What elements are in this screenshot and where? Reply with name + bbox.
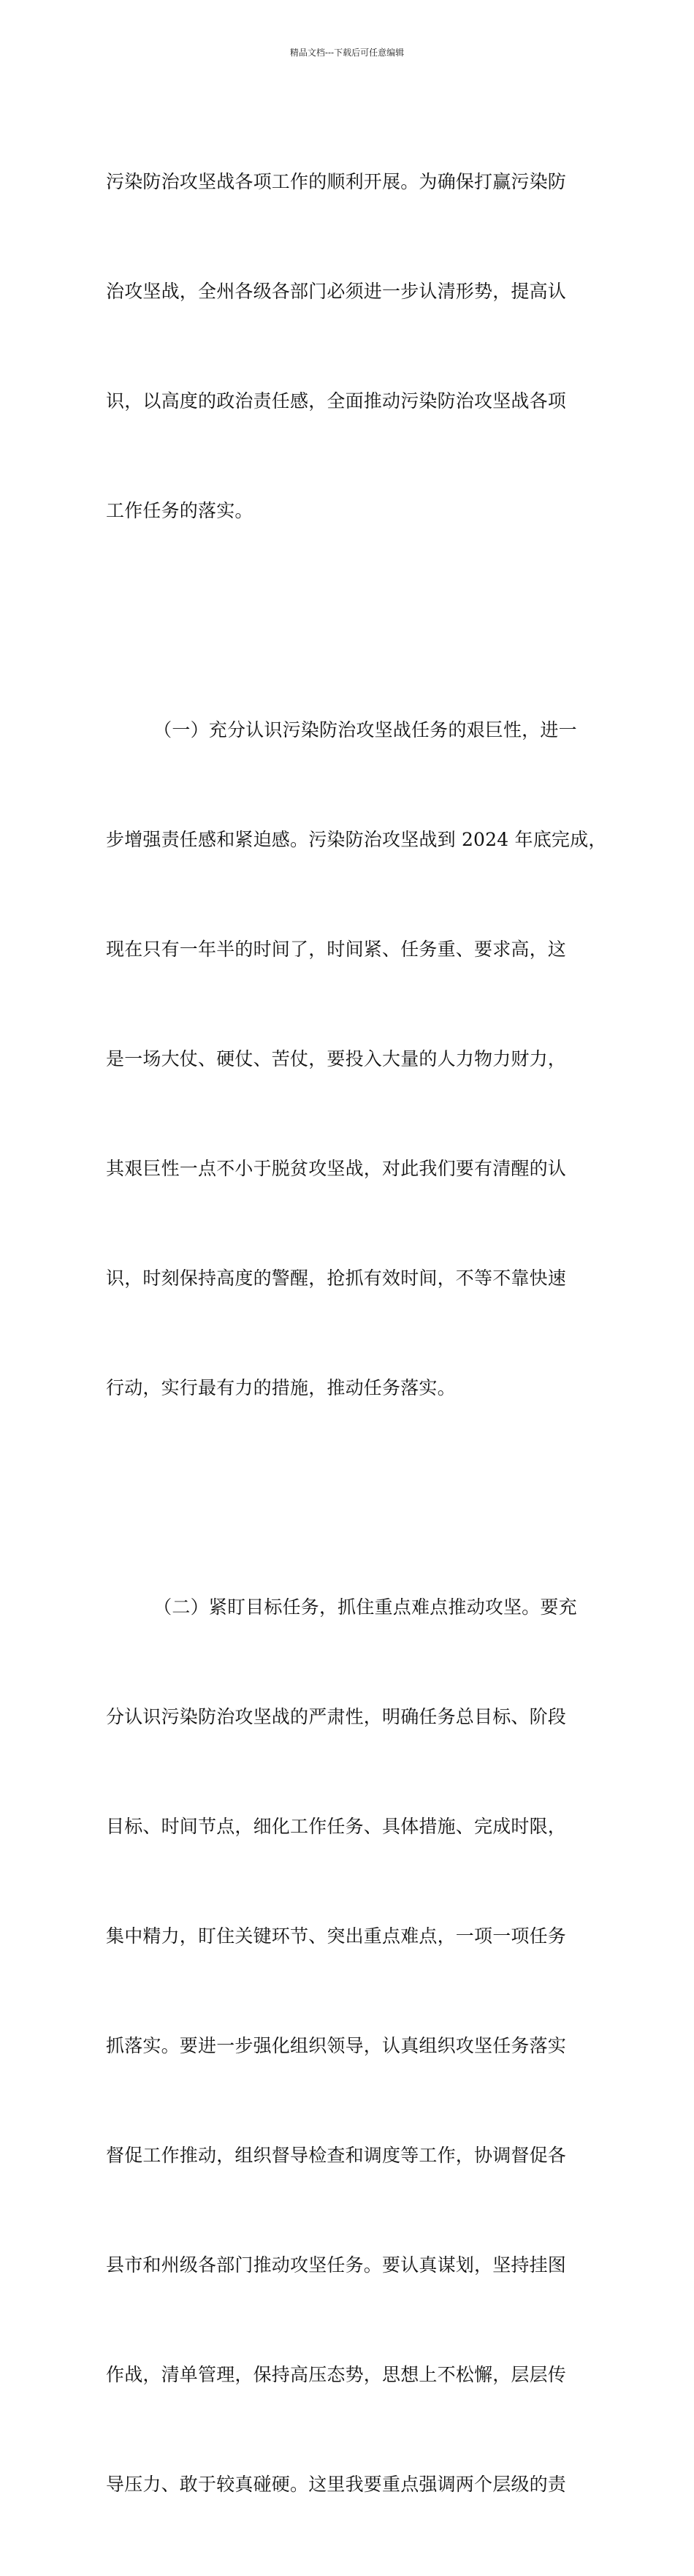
paragraph-line: 步增强责任感和紧迫感。污染防治攻坚战到 2024 年底完成， bbox=[106, 829, 607, 850]
paragraph-line: 现在只有一年半的时间了，时间紧、任务重、要求高，这 bbox=[106, 939, 567, 960]
page-header: 精品文档---下载后可任意编辑 bbox=[289, 48, 405, 58]
paragraph-2 bbox=[106, 639, 607, 1480]
paragraph-gap bbox=[106, 1480, 603, 1516]
paragraph-line: 识，时刻保持高度的警醒，抢抓有效时间，不等不靠快速 bbox=[106, 1268, 567, 1289]
paragraph-gap bbox=[106, 602, 603, 639]
paragraph-3 bbox=[106, 1516, 603, 2576]
paragraph-line: 其艰巨性一点不小于脱贫攻坚战，对此我们要有清醒的认 bbox=[106, 1158, 567, 1179]
paragraph-line: 作战，清单管理，保持高压态势，思想上不松懈，层层传 bbox=[106, 2364, 567, 2385]
paragraph-line: 工作任务的落实。 bbox=[106, 500, 253, 521]
paragraph-line: 分认识污染防治攻坚战的严肃性，明确任务总目标、阶段 bbox=[106, 1706, 567, 1727]
paragraph-line: 行动，实行最有力的措施，推动任务落实。 bbox=[106, 1377, 456, 1398]
paragraph-line: 抓落实。要进一步强化组织领导，认真组织攻坚任务落实 bbox=[106, 2035, 567, 2056]
paragraph-line: 导压力、敢于较真碰硬。这里我要重点强调两个层级的责 bbox=[106, 2474, 567, 2495]
paragraph-line: 治攻坚战，全州各级各部门必须进一步认清形势，提高认 bbox=[106, 281, 567, 302]
paragraph-line: （二）紧盯目标任务，抓住重点难点推动攻坚。要充 bbox=[106, 1596, 577, 1618]
paragraph-line: 识，以高度的政治责任感，全面推动污染防治攻坚战各项 bbox=[106, 390, 567, 412]
paragraph-1 bbox=[106, 91, 603, 602]
paragraph-line: 督促工作推动，组织督导检查和调度等工作，协调督促各 bbox=[106, 2145, 567, 2166]
paragraph-line: 集中精力，盯住关键环节、突出重点难点，一项一项任务 bbox=[106, 1925, 567, 1947]
paragraph-line: （一）充分认识污染防治攻坚战任务的艰巨性，进一 bbox=[106, 719, 577, 740]
document-body bbox=[106, 91, 607, 2576]
paragraph-line: 目标、时间节点，细化工作任务、具体措施、完成时限， bbox=[106, 1816, 567, 1837]
paragraph-line: 是一场大仗、硬仗、苦仗，要投入大量的人力物力财力， bbox=[106, 1048, 567, 1069]
paragraph-line: 污染防治攻坚战各项工作的顺利开展。为确保打赢污染防 bbox=[106, 171, 567, 192]
paragraph-line: 县市和州级各部门推动攻坚任务。要认真谋划，坚持挂图 bbox=[106, 2254, 567, 2276]
